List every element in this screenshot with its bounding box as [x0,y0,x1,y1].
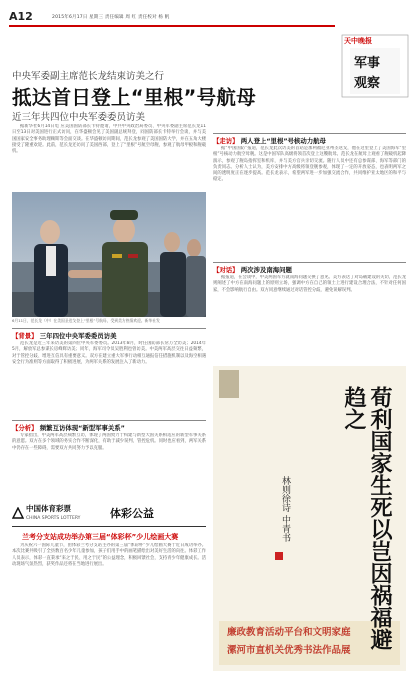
kicker: 中央军委副主席范长龙结束访美之行 [12,71,165,82]
news-photo [12,192,206,317]
section-body-visit [213,146,406,256]
column-logo-line1: 军事 [354,56,381,71]
sports-brand-sub: CHINA SPORTS LOTTERY [26,516,81,521]
section-divider [213,133,406,134]
page-meta: 2015年6月17日 星期三 责任编辑 周 红 责任校对 杨 帆 [52,15,170,20]
photo-caption: 6月11日，范长龙（中）在美国圣迭戈登上“里根”号航母，受到美方热情欢迎。新华社发 [12,318,160,323]
section-title: 两人登上“里根”号核动力航母 [240,137,326,145]
headline: 抵达首日登上“里根”号航母 [12,86,257,109]
lead-text: 据新华社6月14日电 应美国国防部长卡特邀请，中共中央政治局委员、中央军委副主席范长龙11日至13日对美国进行正式访问，在华盛顿会见了美国副总统拜登，同国防部长卡特举行会谈，并与美国国家安全事务助理赖斯等会面交谈。在华盛顿访问期间，范长龙参观了美国国防大学，并在五角大楼接受了隆重欢迎。此前，范长龙还访问了美国西部，登上了“里根”号航空母舰，参观了航母甲板和舰载机。 [12,124,206,155]
page-number: A12 [9,10,33,23]
header-rule [9,25,335,27]
section-heading-analysis [12,423,125,432]
section-divider [12,420,206,421]
ad-banner-line2: 漯河市直机关优秀书法作品展 [227,645,351,656]
section-heading-background [12,331,116,340]
section-text: 专家指出，中美两军高层频繁互访，体现了两国致力于构建与新型大国关系相适应的新型军事关系的意愿。双方在多个领域的务实合作不断深化，有助于减少误判、管控危机。同时也应看到，两军关系中仍存在一些障碍，需要双方共同努力予以克服。 [12,433,206,451]
section-text: 范长龙是近三年来访美的第四位中央军委委员。2013年8月，时任国防部长常万全访美；2014年5月，解放军总参谋长房峰辉访美；同年，海军司令员吴胜利也曾访美。中美两军高层交往日益频繁，对于管控分歧、增进互信具有重要意义。双方在建立重大军事行动相互通报信任措施机制以及海空相遇安全行为准则等方面取得了积极进展，为两军关系的发展注入了新动力。 [12,341,206,365]
section-heading-visit [213,136,326,145]
section-divider [213,262,406,263]
section-tag: 【走访】 [213,137,239,145]
column-logo-brand: 天中晚报 [344,36,372,45]
sports-text: 为庆祝六一国际儿童节，由体彩兰考分支站主办的第三届“体彩杯”少儿绘画大赛于近日成功举办。本次比赛共吸引了全县数百名少年儿童参加，孩子们用手中的画笔描绘出对美好生活的向往。体彩工作人员表示，体彩一直秉承“来之于民、用之于民”的公益理念，积极回馈社会，支持青少年健康成长。活动现场气氛热烈，获奖作品还将在当地进行展出。 [12,543,206,567]
calligraphy-signature: 林则徐诗 中青书 [280,476,290,542]
section-tag: 【分析】 [12,424,38,432]
column-logo-line2: 观察 [354,76,381,91]
sports-subtitle: 兰考分支站成功举办第三届“体彩杯”少儿绘画大赛 [22,533,179,541]
seal-stamp-icon [275,552,283,560]
sports-logo-icon [12,504,24,523]
section-text: 据报道，在会谈中，中美两国军方就南海问题交换了意见。美方表达了对岛礁建设的关切，范长龙则阐述了中方在南海问题上的原则立场，强调中方在自己的领土上进行建设合理合法，不针对任何国家，不会影响航行自由。双方同意继续通过对话管控分歧，避免误解误判。 [213,275,406,293]
section-title: 频繁互访体现“新型军事关系” [39,424,125,432]
sports-brand: 中国体育彩票 [26,504,71,513]
section-body-background [12,341,206,417]
section-title: 三年四位中央军委委员访美 [39,332,117,340]
section-tag: 【背景】 [12,332,38,340]
subheadline: 近三年共四位中央军委委员访美 [12,112,146,123]
sports-logo-mark [12,507,24,519]
sports-body [12,543,206,671]
news-photo-image [12,192,206,317]
section-title: 两次涉及南海问题 [240,266,292,274]
sports-title: 体彩公益 [110,507,154,520]
section-text: 据“中国国防”报道，范长龙此次访美的首站是加利福尼亚州圣迭戈，他在这里登上了美国海军“里根”号核动力航空母舰。这是中国军队高级将领首次登上这艘航母。范长龙在航母上观看了舰载机起降演示，参观了舰岛指挥室和机库，并与美方官兵亲切交流。随行人员中还有总参谋部、海军等部门的负责同志。分析人士认为，美方安排中方高级将领登舰参观，体现了一定的开放姿态，也表明两军之间的透明度正在逐步提高。范长龙表示，希望两军进一步加强交流合作，共同维护亚太地区的和平与稳定。 [213,146,406,183]
lead-paragraph [12,124,206,190]
section-tag: 【对话】 [213,266,239,274]
calligraphy-text: 荀利国家生死以岂因祸福避趋之 [341,386,393,650]
section-divider [12,328,206,329]
section-body-analysis [12,433,206,491]
section-body-dialogue [213,275,406,361]
calligraphy-ad [213,366,406,671]
section-heading-dialogue [213,265,292,274]
ad-banner-line1: 廉政教育活动平台和文明家庭 [227,627,351,638]
